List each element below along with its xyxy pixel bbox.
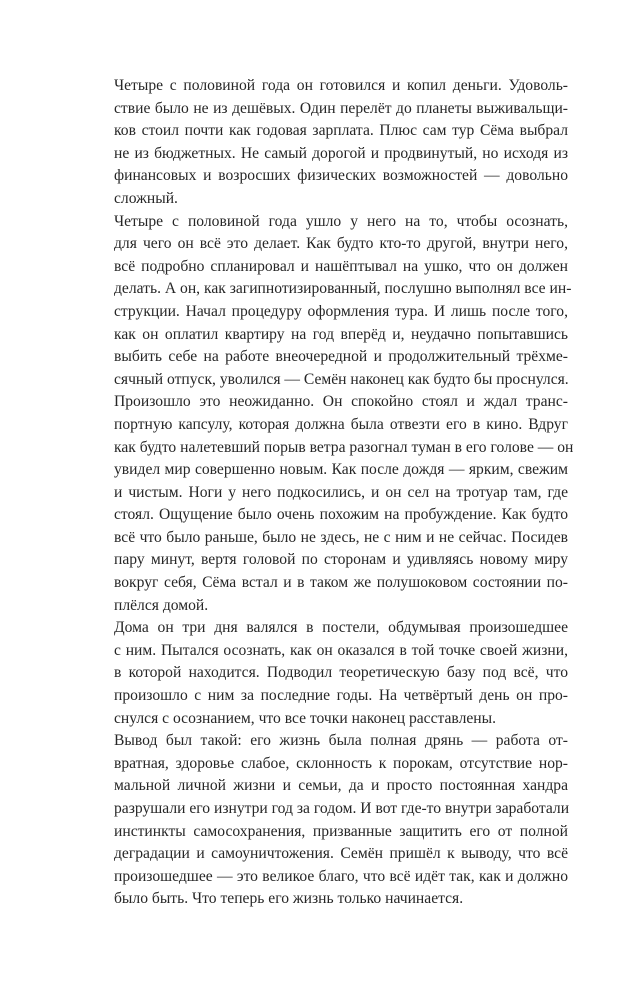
text-line: вратная, здоровье слабое, склонность к порокам, отсутствие нор-: [114, 754, 568, 772]
paragraph: [90, 211, 572, 392]
text-line: и чистым. Ноги у него подкосились, и он сел на тротуар там, где: [114, 483, 568, 501]
text-line: финансовых и возросших физических возможностей — довольно: [114, 167, 568, 185]
text-line: ствие было не из дешёвых. Один перелёт до планеты выживальщи-: [114, 99, 568, 117]
text-line: выбить себе на работе внеочередной и продолжительный трёхме-: [114, 348, 568, 366]
text-line: в которой находится. Подводил теоретическую базу под всё, что: [114, 664, 568, 682]
text-line: плёлся домой.: [114, 596, 209, 614]
text-line: Четыре с половиной года он готовился и копил деньги. Удоволь-: [114, 77, 568, 94]
text-line: с ним. Пытался осознать, как он оказался в той точке своей жизни,: [114, 641, 568, 659]
text-line: увидел мир совершенно новым. Как после дождя — ярким, свежим: [114, 461, 568, 479]
text-line: сячный отпуск, уволился — Семён наконец как будто бы проснулся.: [114, 370, 569, 388]
paragraph: [90, 730, 568, 911]
text-line: стоял. Ощущение было очень похожим на пробуждение. Как будто: [114, 506, 568, 524]
text-line: всё подробно спланировал и нашёптывал на ушко, что он должен: [114, 257, 568, 275]
paragraph: [90, 617, 568, 730]
text-line: для чего он всё это делает. Как будто кто-то другой, внутри него,: [114, 235, 568, 253]
text-line: сложный.: [114, 189, 178, 207]
text-line: делать. А он, как загипнотизированный, послушно выполнял все ин-: [114, 280, 572, 298]
text-line: Вывод был такой: его жизнь была полная дрянь — работа от-: [114, 732, 568, 750]
text-line: Дома он три дня валялся в постели, обдумывая произошедшее: [114, 619, 568, 637]
paragraph: [90, 391, 574, 617]
text-line: произошло с ним за последние годы. На четвёртый день он про-: [114, 687, 568, 705]
text-line: не из бюджетных. Не самый дорогой и продвинутый, но исходя из: [114, 144, 568, 162]
text-line: снулся с осознанием, что все точки наконец расставлены.: [114, 709, 497, 727]
text-line: Произошло это неожиданно. Он спокойно стоял и ждал транс-: [114, 393, 568, 411]
text-line: как он оплатил квартиру на год вперёд и, неудачно попытавшись: [114, 325, 568, 343]
text-line: ков стоил почти как годовая зарплата. Плюс сам тур Сёма выбрал: [114, 122, 568, 140]
text-line: инстинкты самосохранения, призванные защитить его от полной: [114, 822, 568, 840]
text-line: произошедшее — это великое благо, что всё идёт так, как и должно: [114, 867, 568, 885]
text-line: струкции. Начал процедуру оформления тура. И лишь после того,: [114, 302, 568, 320]
text-line: Четыре с половиной года ушло у него на то, чтобы осознать,: [114, 212, 568, 230]
text-line: деградации и самоуничтожения. Семён пришёл к выводу, что всё: [114, 845, 568, 863]
text-line: портную капсулу, которая должна была отвезти его в кино. Вдруг: [114, 415, 568, 433]
text-line: мальной личной жизни и семьи, да и просто постоянная хандра: [114, 777, 568, 795]
text-line: вокруг себя, Сёма встал и в таком же полушоковом состоянии по-: [114, 574, 568, 592]
text-line: как будто налетевший порыв ветра разогнал туман в его голове — он: [114, 438, 574, 456]
text-line: всё что было раньше, было не здесь, не с ним и не сейчас. Посидев: [114, 528, 568, 546]
paragraph: [90, 75, 568, 211]
text-line: пару минут, вертя головой по сторонам и удивляясь новому миру: [114, 551, 568, 569]
text-line: было быть. Что теперь его жизнь только начинается.: [114, 890, 464, 908]
text-line: разрушали его изнутри год за годом. И вот где-то внутри заработали: [114, 800, 570, 817]
page-body: [90, 75, 574, 911]
